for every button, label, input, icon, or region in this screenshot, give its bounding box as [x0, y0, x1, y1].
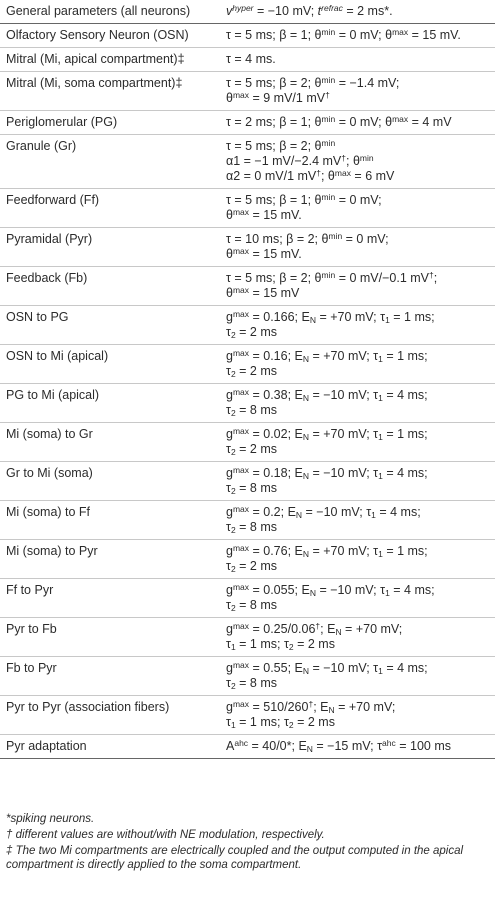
table-row — [0, 48, 495, 72]
row-value: $g^{max} = 0.166$; $E_N = +70$ mV; $\tau_1 = 1$ ms; $\tau_2 = 2$ ms — [226, 309, 435, 340]
row-value: τ = 5 ms; β = 1; $\theta^{min} = 0$ mV; $\theta^{max} = 15$ mV. — [226, 192, 382, 222]
row-value: $g^{max} = 0.16$; $E_N = +70$ mV; $\tau_1 = 1$ ms; $\tau_2 = 2$ ms — [226, 348, 428, 379]
table-row — [0, 267, 495, 306]
row-value: τ = 10 ms; β = 2; $\theta^{min} = 0$ mV; $\theta^{max} = 15$ mV. — [226, 231, 389, 261]
row-value: $g^{max} = 0.055$; $E_N = -10$ mV; $\tau_1 = 4$ ms; $\tau_2 = 8$ ms — [226, 582, 435, 613]
table-row — [0, 462, 495, 501]
row-value: $g^{max} = 0.02$; $E_N = +70$ mV; $\tau_1 = 1$ ms; $\tau_2 = 2$ ms — [226, 426, 428, 457]
row-value: $g^{max} = 0.2$; $E_N = -10$ mV; $\tau_1 = 4$ ms; $\tau_2 = 8$ ms — [226, 504, 421, 535]
row-label: Feedforward (Ff) — [6, 193, 100, 207]
table-row — [0, 384, 495, 423]
table-row — [0, 228, 495, 267]
row-value: τ = 4 ms. — [226, 52, 276, 66]
table-row — [0, 189, 495, 228]
row-label: Pyr to Fb — [6, 622, 57, 636]
footnote: *spiking neurons. — [6, 813, 95, 825]
table-row — [0, 696, 495, 735]
row-label: Periglomerular (PG) — [6, 115, 118, 129]
row-label: Mitral (Mi, soma compartment)‡ — [6, 76, 183, 90]
table-row — [0, 111, 495, 135]
table-row — [0, 618, 495, 657]
table-row — [0, 657, 495, 696]
table-row — [0, 345, 495, 384]
row-value: τ = 5 ms; β = 2; $\theta^{min}$ α1 = −1 mV/−2.4 mV†; $\theta^{min}$ α2 = 0 mV/1 mV†; $\theta^{max} = 6$ mV — [226, 138, 395, 183]
row-value: $A^{ahc} = 40/0*$; $E_N = -15$ mV; $\tau^{ahc} = 100$ ms — [226, 738, 451, 754]
footnote: ‡ The two Mi compartments are electrically coupled and the output computed in the apical compartment is directly applied to the soma compartment. — [6, 845, 464, 871]
row-label: OSN to Mi (apical) — [6, 349, 109, 363]
row-label: Mitral (Mi, apical compartment)‡ — [6, 52, 185, 66]
row-label: General parameters (all neurons) — [6, 4, 191, 18]
row-value: $g^{max} = 0.18$; $E_N = -10$ mV; $\tau_1 = 4$ ms; $\tau_2 = 8$ ms — [226, 465, 428, 496]
row-label: Feedback (Fb) — [6, 271, 88, 285]
table-row — [0, 0, 495, 24]
table-row — [0, 423, 495, 462]
table-row — [0, 135, 495, 189]
row-label: Granule (Gr) — [6, 139, 77, 153]
row-label: Olfactory Sensory Neuron (OSN) — [6, 28, 189, 42]
row-value: $g^{max} = 0.25/0.06^\dagger$; $E_N = +70$ mV; $\tau_1 = 1$ ms; $\tau_2 = 2$ ms — [226, 621, 403, 652]
row-value: $v^{hyper} = -10$ mV; $t^{refrac} = 2$ ms*. — [226, 3, 393, 18]
row-label: Ff to Pyr — [6, 583, 54, 597]
row-value: τ = 5 ms; β = 2; $\theta^{min} = -1.4$ mV; $\theta^{max} = 9$ mV/1 mV† — [226, 75, 400, 105]
table-row — [0, 540, 495, 579]
row-label: Gr to Mi (soma) — [6, 466, 93, 480]
table-row — [0, 24, 495, 48]
row-label: PG to Mi (apical) — [6, 388, 100, 402]
footnote: † different values are without/with NE modulation, respectively. — [6, 829, 325, 841]
row-label: OSN to PG — [6, 310, 69, 324]
row-value: $g^{max} = 0.38$; $E_N = -10$ mV; $\tau_1 = 4$ ms; $\tau_2 = 8$ ms — [226, 387, 428, 418]
footnotes — [6, 812, 492, 874]
table-row — [0, 501, 495, 540]
table-row — [0, 735, 495, 759]
table-row — [0, 306, 495, 345]
table-row — [0, 72, 495, 111]
row-label: Pyr to Pyr (association fibers) — [6, 700, 170, 714]
row-label: Mi (soma) to Gr — [6, 427, 93, 441]
row-label: Pyramidal (Pyr) — [6, 232, 93, 246]
row-value: $g^{max} = 510/260^\dagger$; $E_N = +70$ mV; $\tau_1 = 1$ ms; $\tau_2 = 2$ ms — [226, 699, 396, 730]
row-label: Pyr adaptation — [6, 739, 87, 753]
row-label: Fb to Pyr — [6, 661, 57, 675]
row-value: $g^{max} = 0.76$; $E_N = +70$ mV; $\tau_1 = 1$ ms; $\tau_2 = 2$ ms — [226, 543, 428, 574]
table-row — [0, 579, 495, 618]
row-value: τ = 5 ms; β = 1; $\theta^{min} = 0$ mV; $\theta^{max} = 15$ mV. — [226, 27, 461, 42]
row-label: Mi (soma) to Ff — [6, 505, 91, 519]
row-value: τ = 2 ms; β = 1; $\theta^{min} = 0$ mV; $\theta^{max} = 4$ mV — [226, 114, 452, 129]
row-label: Mi (soma) to Pyr — [6, 544, 98, 558]
row-value: $g^{max} = 0.55$; $E_N = -10$ mV; $\tau_1 = 4$ ms; $\tau_2 = 8$ ms — [226, 660, 428, 691]
row-value: τ = 5 ms; β = 2; $\theta^{min} = 0$ mV/−0.1 mV†; $\theta^{max} = 15$ mV — [226, 270, 438, 300]
